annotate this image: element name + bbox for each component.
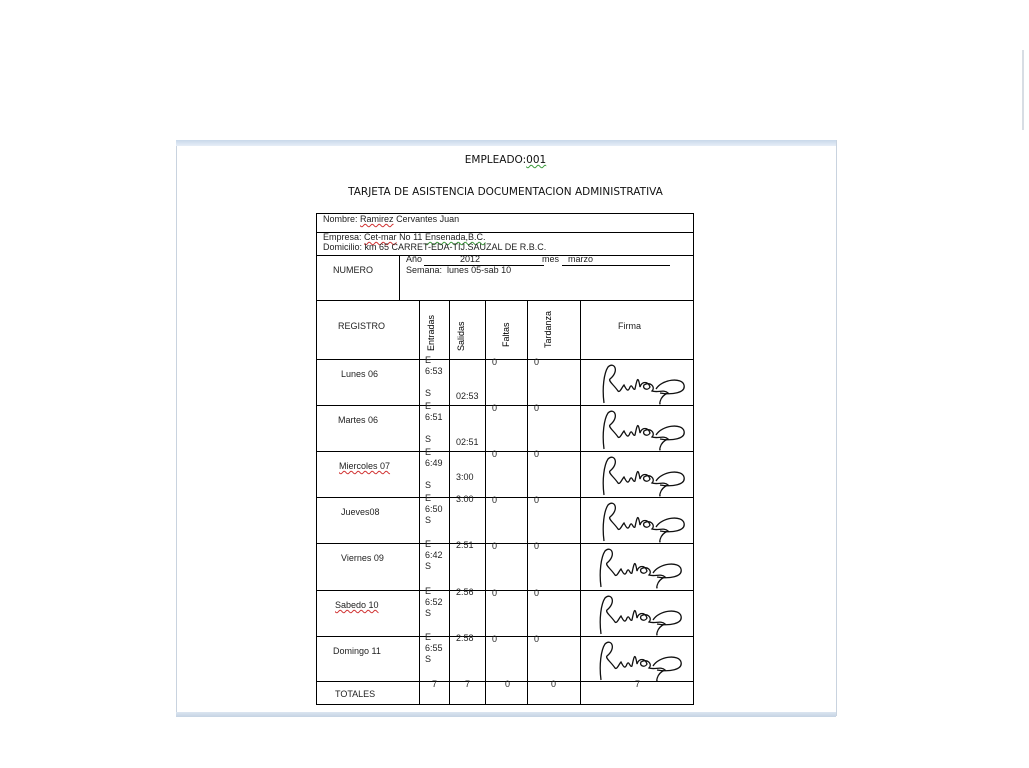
signature-image (595, 594, 687, 636)
column-firma: Firma (618, 321, 641, 331)
entrada-cell: E 6:42 S (425, 539, 443, 571)
header-cell (527, 300, 581, 360)
domicilio-field: Domicilio: km 65 CARRET-EDA-TIJ.SAUZAL DE R.B.C. (323, 242, 547, 252)
numero-cell (316, 255, 400, 301)
mes-label: mes (542, 254, 560, 264)
tardanza-value: 0 (534, 541, 540, 551)
table-cell (316, 590, 420, 637)
faltas-value: 0 (492, 541, 498, 551)
total-tardanza: 0 (551, 679, 557, 689)
window-edge (1022, 50, 1024, 130)
entrada-cell: E 6:50 S (425, 493, 443, 525)
nombre-cell (316, 213, 694, 233)
day-label: Sabedo 10 (335, 600, 379, 610)
day-label: Domingo 11 (333, 646, 381, 656)
faltas-value: 0 (492, 357, 498, 367)
salida-value: 2:58 (456, 633, 474, 643)
total-firma: 7 (635, 679, 641, 689)
column-registro: REGISTRO (338, 321, 386, 331)
employee-number: 001 (526, 154, 547, 166)
mes-value: marzo (568, 254, 594, 264)
employee-label: EMPLEADO: (464, 154, 527, 166)
column-tardanza: Tardanza (543, 310, 553, 348)
salida-value: 2:56 (456, 587, 474, 597)
entrada-cell: E 6:49 S (425, 447, 443, 490)
semana-field: Semana: lunes 05-sab 10 (406, 265, 512, 275)
total-salidas: 7 (465, 679, 471, 689)
signature-image (598, 409, 690, 451)
total-faltas: 0 (505, 679, 511, 689)
tardanza-value: 0 (534, 588, 540, 598)
header-cell (449, 300, 486, 360)
numero-label: NUMERO (333, 265, 373, 275)
tardanza-value: 0 (534, 357, 540, 367)
signature-image (595, 547, 687, 589)
salida-value: 2:51 (456, 540, 474, 550)
total-entradas: 7 (432, 679, 438, 689)
anio-value: 2012 (460, 254, 481, 264)
employee-header (176, 154, 835, 166)
tardanza-value: 0 (534, 403, 540, 413)
empresa-field: Empresa: Cet-mar No 11 Ensenada,B.C. (323, 232, 486, 242)
day-label: Viernes 09 (341, 553, 384, 563)
salida-value: 02:51 (456, 437, 479, 447)
entrada-cell: E 6:52 S (425, 586, 443, 618)
signature-image (598, 501, 690, 543)
empresa-cell (316, 232, 694, 256)
table-cell (316, 359, 420, 406)
card-title: TARJETA DE ASISTENCIA DOCUMENTACION ADMINISTRATIVA (348, 186, 663, 198)
day-label: Martes 06 (338, 415, 379, 425)
day-label: Jueves08 (341, 507, 380, 517)
totales-label: TOTALES (335, 689, 376, 699)
entrada-cell: E 6:51 S (425, 401, 443, 444)
page-top-border (176, 140, 836, 146)
mes-underline (562, 265, 670, 266)
column-faltas: Faltas (501, 322, 511, 347)
tardanza-value: 0 (534, 449, 540, 459)
table-cell (316, 405, 420, 452)
faltas-value: 0 (492, 449, 498, 459)
table-cell (316, 543, 420, 591)
faltas-value: 0 (492, 403, 498, 413)
day-label: Lunes 06 (341, 369, 379, 379)
salida-value: 02:53 (456, 391, 479, 401)
table-cell (316, 451, 420, 498)
table-cell (316, 636, 420, 682)
period-cell (399, 255, 694, 301)
entrada-cell: E 6:53 S (425, 355, 443, 398)
page-bottom-border (176, 712, 836, 717)
entrada-cell: E 6:55 S (425, 632, 443, 664)
column-entradas: Entradas (426, 314, 436, 351)
signature-image (595, 640, 687, 682)
day-label: Miercoles 07 (339, 461, 391, 471)
faltas-value: 0 (492, 495, 498, 505)
table-cell (449, 497, 486, 544)
faltas-value: 0 (492, 588, 498, 598)
anio-label: Año (406, 254, 423, 264)
signature-image (598, 363, 690, 405)
signature-image (598, 455, 690, 497)
column-salidas: Salidas (456, 321, 466, 351)
salida-value: 3:00 (456, 472, 474, 482)
faltas-value: 0 (492, 634, 498, 644)
table-cell (449, 590, 486, 637)
tardanza-value: 0 (534, 634, 540, 644)
nombre-field: Nombre: Ramirez Cervantes Juan (323, 214, 460, 224)
table-cell (316, 497, 420, 544)
table-cell (449, 543, 486, 591)
salida-value: 3:00 (456, 494, 474, 504)
tardanza-value: 0 (534, 495, 540, 505)
